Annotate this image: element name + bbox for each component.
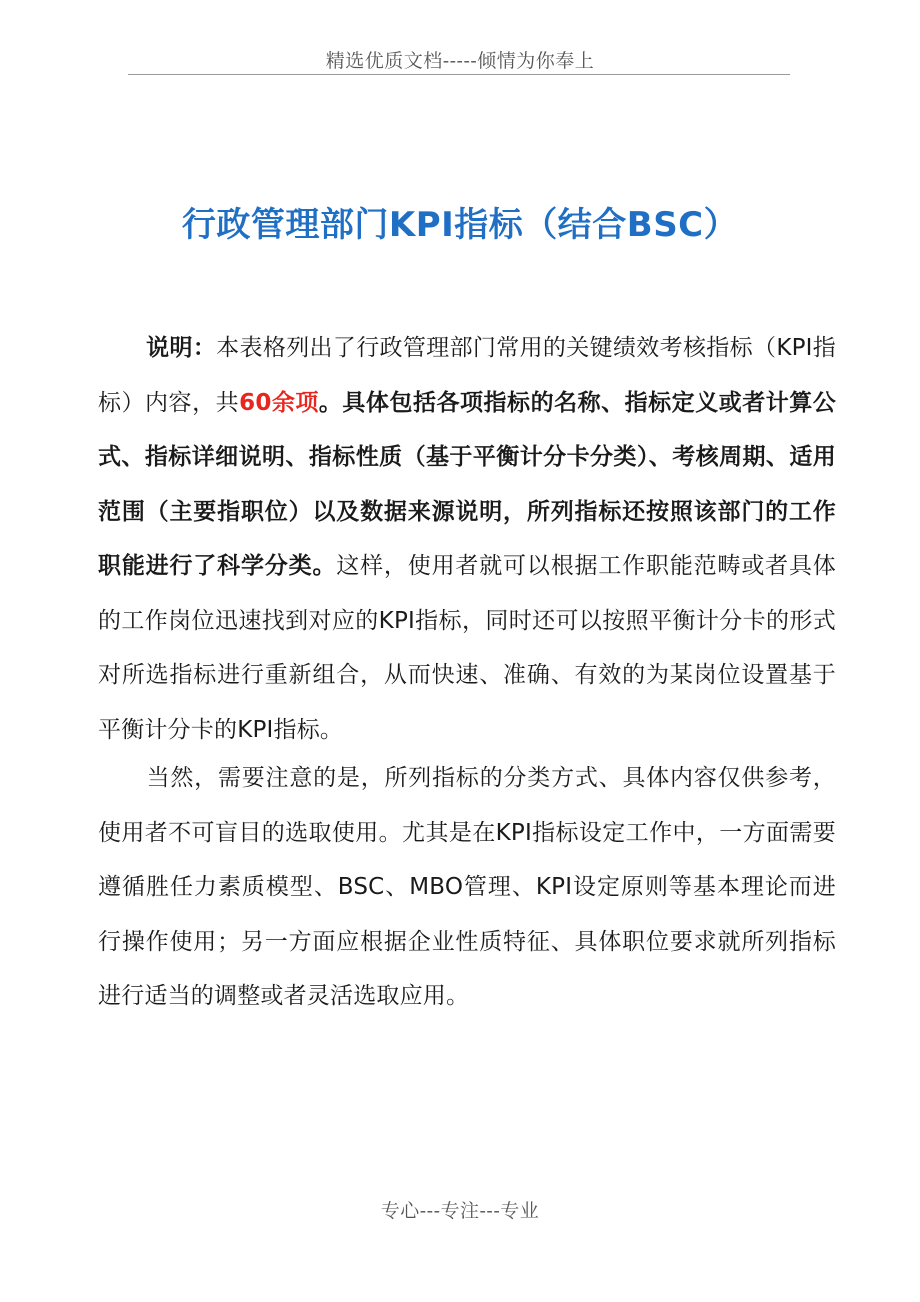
intro-closing-text: 这样，使用者就可以根据工作职能范畴或者具体的工作岗位迅速找到对应的KPI指标，同时还可以按照平衡计分卡的形式对所选指标进行重新组合，从而快速、准确、有效的为某岗位设置基于平衡计分卡的KPI指标。 — [98, 553, 836, 743]
intro-text: 本表格列出了行政管理部门常用的关键绩效考核指标（KPI指标）内容，共 — [98, 335, 836, 416]
notice-text: 当然，需要注意的是，所列指标的分类方式、具体内容仅供参考，使用者不可盲目的选取使用。尤其是在KPI指标设定工作中，一方面需要遵循胜任力素质模型、BSC、MBO管理、KPI设定原则等基本理论而进行操作使用；另一方面应根据企业性质特征、具体职位要求就所列指标进行适当的调整或者灵活选取应用。 — [98, 765, 836, 1009]
intro-paragraph — [98, 321, 836, 757]
intro-label: 说明： — [146, 335, 217, 361]
page-header: 精选优质文档-----倾情为你奉上 — [325, 50, 595, 72]
page-footer: 专心---专注---专业 — [380, 1200, 540, 1222]
document-title: 行政管理部门KPI指标（结合BSC） — [181, 205, 739, 245]
item-count-highlight: 60余项 — [239, 389, 319, 416]
intro-bold-text: 。具体包括各项指标的名称、指标定义或者计算公式、指标详细说明、指标性质（基于平衡计分卡分类）、考核周期、适用范围（主要指职位）以及数据来源说明，所列指标还按照该部门的工作职能进行了科学分类。 — [98, 389, 836, 579]
notice-paragraph — [98, 751, 836, 1024]
header-divider — [128, 74, 790, 75]
